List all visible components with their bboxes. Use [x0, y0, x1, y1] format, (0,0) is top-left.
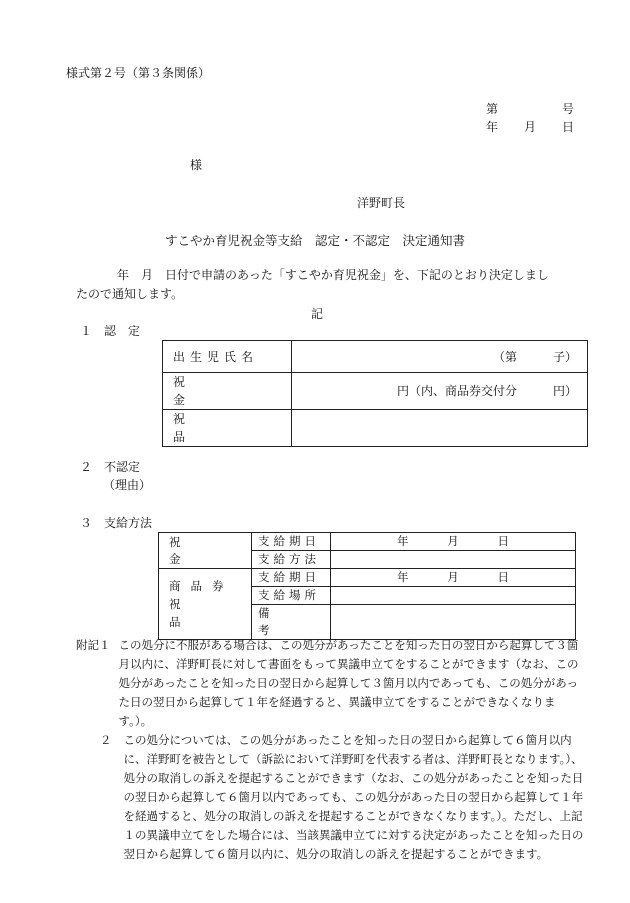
remarks-field[interactable] — [331, 605, 576, 640]
voucher-payment-place-field[interactable] — [331, 587, 576, 605]
congratulatory-gift-field[interactable] — [292, 410, 588, 447]
congratulatory-gift-label: 祝品 — [163, 410, 292, 447]
sender-name: 洋野町長 — [357, 196, 406, 210]
money-payment-date-label: 支給期日 — [252, 533, 331, 551]
addressee-honorific: 様 — [190, 158, 203, 172]
congratulatory-money-field[interactable]: 円（内、商品券交付分 円） — [292, 373, 588, 410]
table-row — [163, 341, 588, 373]
section3-heading: ３ 支給方法 — [80, 516, 153, 530]
congratulatory-money-label: 祝金 — [163, 373, 292, 410]
table-row — [163, 373, 588, 410]
form-label: 様式第２号（第３条関係） — [66, 66, 211, 80]
table-row — [159, 533, 576, 551]
document-number-date — [486, 100, 574, 136]
ki-heading: 記 — [311, 307, 324, 321]
appendix-notes — [76, 636, 586, 864]
note-2: ２ この処分については、この処分があったことを知った日の翌日から起算して６箇月以内に、洋野町を被告として（訴訟において洋野町を代表する者は、洋野町長となります。）、処分の取消しの訴えを提起することができます（なお、この処分があったことを知った日の翌日から起算して６箇月以内であっても、この処分があった日の翌日から起算して１年を経過すると、処分の取消しの訴えを提起することができなくなります。）。ただし、上記１の異議申立てをした場合には、当該異議申立てに対する決定があったことを知った日の翌日から起算して６箇月以内に、処分の取消しの訴えを提起することができます。 — [100, 733, 584, 861]
voucher-payment-date-label: 支給期日 — [252, 569, 331, 587]
document-number: 第 号 — [486, 102, 574, 116]
document-date: 年 月 日 — [486, 120, 574, 134]
table-row — [163, 410, 588, 447]
money-payment-method-field[interactable] — [331, 551, 576, 569]
money-payment-date-field[interactable]: 年 月 日 — [331, 533, 576, 551]
section2-heading: ２ 不認定 — [80, 460, 141, 474]
money-payment-method-label: 支給方法 — [252, 551, 331, 569]
money-group-label: 祝金 — [159, 533, 252, 569]
voucher-gift-group-label: 商品券 祝品 — [159, 569, 252, 640]
voucher-payment-place-label: 支給場所 — [252, 587, 331, 605]
approval-table — [162, 340, 588, 447]
document-title: すこやか育児祝金等支給 認定・不認定 決定通知書 — [165, 233, 466, 248]
section2-reason-label: （理由） — [103, 478, 152, 492]
intro-text-line1: 年 月 日付で申請のあった「すこやか育児祝金」を、下記のとおり決定しまし — [117, 268, 549, 282]
section1-heading: １ 認 定 — [80, 324, 141, 338]
birth-child-name-label: 出生児氏名 — [163, 341, 292, 373]
voucher-payment-date-field[interactable]: 年 月 日 — [331, 569, 576, 587]
intro-text-line2: たので通知します。 — [76, 287, 184, 301]
note-1: 附記１ この処分に不服がある場合は、この処分があったことを知った日の翌日から起算して３箇月以内に、洋野町長に対して書面をもって異議申立てをすることができます（なお、この処分があったことを知った日の翌日から起算して３箇月以内であっても、この処分があった日の翌日から起算して１年を経過すると、異議申立てをすることができなくなります。）。 — [76, 638, 579, 728]
payment-method-table — [158, 532, 576, 640]
birth-child-name-field[interactable]: （第 子） — [292, 341, 588, 373]
remarks-label: 備考 — [252, 605, 331, 640]
table-row — [159, 569, 576, 587]
